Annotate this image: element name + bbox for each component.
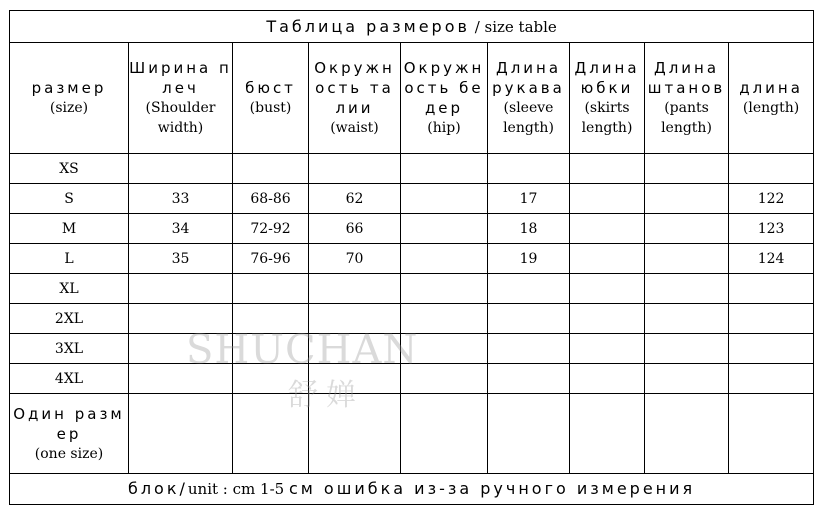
table-cell [570, 394, 645, 474]
table-cell [729, 184, 814, 214]
size-value: 4XL [54, 371, 84, 387]
table-cell [645, 184, 729, 214]
size-label [10, 214, 129, 244]
table-row [10, 274, 814, 304]
column-header-ru: Окружность талии [314, 59, 395, 117]
cell-value: 34 [171, 221, 190, 237]
table-cell [233, 214, 309, 244]
cell-value: 124 [757, 251, 785, 267]
table-cell [309, 244, 401, 274]
one-size-label [10, 394, 129, 474]
table-row [10, 334, 814, 364]
table-cell [570, 244, 645, 274]
table-footer [10, 474, 814, 505]
size-label [10, 334, 129, 364]
table-cell [645, 394, 729, 474]
size-label [10, 244, 129, 274]
table-cell [729, 214, 814, 244]
column-header-en: (sleeve length) [503, 100, 554, 136]
table-cell [729, 274, 814, 304]
cell-value: 68-86 [250, 191, 291, 207]
table-cell [129, 244, 233, 274]
table-cell [129, 334, 233, 364]
table-cell [729, 154, 814, 184]
column-header-ru: Ширина плеч [129, 59, 232, 97]
table-cell [570, 214, 645, 244]
cell-value: 62 [345, 191, 364, 207]
cell-value: 18 [519, 221, 538, 237]
column-header-ru: Окружность бедер [403, 59, 485, 117]
size-value: S [64, 191, 74, 207]
title-ru: Таблица размеров [266, 16, 470, 36]
table-row [10, 364, 814, 394]
column-header-ru: размер [31, 79, 107, 97]
table-cell [233, 244, 309, 274]
table-cell [309, 304, 401, 334]
table-cell [645, 364, 729, 394]
cell-value: 70 [345, 251, 364, 267]
table-cell [570, 274, 645, 304]
table-cell [729, 304, 814, 334]
table-cell [309, 274, 401, 304]
table-cell [233, 184, 309, 214]
column-header-ru: Длина рукава [492, 59, 565, 97]
table-cell [129, 394, 233, 474]
table-row [10, 184, 814, 214]
table-cell [488, 274, 570, 304]
table-cell [233, 304, 309, 334]
table-cell [645, 214, 729, 244]
column-header-ru: Длина юбки [574, 59, 640, 97]
table-cell [645, 304, 729, 334]
table-cell [729, 334, 814, 364]
table-cell [729, 394, 814, 474]
size-label [10, 274, 129, 304]
table-cell [488, 214, 570, 244]
table-cell [309, 394, 401, 474]
cell-value: 72-92 [250, 221, 291, 237]
column-header [645, 43, 729, 154]
table-cell [401, 274, 488, 304]
cell-value: 122 [757, 191, 785, 207]
size-label [10, 304, 129, 334]
column-header-en: (Shoulder width) [145, 100, 216, 136]
size-label [10, 364, 129, 394]
column-header-en: (bust) [249, 100, 292, 116]
size-label [10, 154, 129, 184]
table-cell [488, 244, 570, 274]
table-cell [645, 244, 729, 274]
table-cell [309, 154, 401, 184]
column-header-en: (size) [49, 100, 89, 116]
table-cell [129, 184, 233, 214]
table-cell [729, 244, 814, 274]
column-header-en: (length) [742, 100, 800, 116]
table-cell [401, 184, 488, 214]
table-cell [233, 394, 309, 474]
table-cell [729, 364, 814, 394]
footer-ru1: блок/ [127, 479, 188, 498]
table-cell [488, 184, 570, 214]
column-header-en: (pants length) [661, 100, 712, 136]
table-cell [309, 184, 401, 214]
footer-unit: unit : cm [187, 480, 256, 498]
table-title [10, 11, 814, 43]
table-cell [233, 154, 309, 184]
table-row [10, 214, 814, 244]
table-cell [233, 364, 309, 394]
one-size-en: (one size) [34, 445, 104, 462]
table-cell [488, 364, 570, 394]
table-cell [129, 364, 233, 394]
table-cell [488, 394, 570, 474]
table-cell [401, 334, 488, 364]
table-cell [570, 154, 645, 184]
size-value: 3XL [54, 341, 84, 357]
table-cell [401, 244, 488, 274]
cell-value: 33 [171, 191, 190, 207]
table-cell [645, 154, 729, 184]
table-cell [401, 154, 488, 184]
table-row [10, 154, 814, 184]
column-header [488, 43, 570, 154]
table-cell [570, 184, 645, 214]
column-header [129, 43, 233, 154]
size-value: L [64, 251, 74, 267]
table-cell [309, 214, 401, 244]
size-table [9, 10, 814, 505]
table-cell [129, 274, 233, 304]
column-header-en: (hip) [427, 120, 461, 136]
watermark-logo-cn: 舒婵 [288, 378, 364, 413]
watermark-logo: SHUCHAN [186, 327, 419, 373]
table-cell [401, 394, 488, 474]
table-cell [233, 274, 309, 304]
cell-value: 66 [345, 221, 364, 237]
cell-value: 35 [171, 251, 190, 267]
column-header-en: (waist) [330, 120, 379, 136]
size-value: 2XL [54, 311, 84, 327]
column-header-ru: Длина штанов [647, 59, 726, 97]
one-size-ru: Один размер [13, 404, 125, 443]
table-cell [129, 304, 233, 334]
cell-value: 76-96 [250, 251, 291, 267]
size-value: XL [59, 281, 79, 297]
column-header [401, 43, 488, 154]
table-cell [309, 334, 401, 364]
size-value: XS [59, 161, 79, 177]
header-row [10, 43, 814, 154]
title-en: / size table [469, 17, 557, 36]
column-header-ru: бюст [245, 79, 296, 97]
table-cell [488, 154, 570, 184]
table-cell [401, 364, 488, 394]
column-header [729, 43, 814, 154]
table-cell [645, 334, 729, 364]
table-cell [570, 334, 645, 364]
column-header-en: (skirts length) [581, 100, 633, 136]
table-cell [129, 214, 233, 244]
table-cell [401, 304, 488, 334]
table-cell [129, 154, 233, 184]
column-header [309, 43, 401, 154]
column-header-ru: длина [739, 79, 803, 97]
table-cell [570, 364, 645, 394]
column-header [570, 43, 645, 154]
cell-value: 17 [519, 191, 538, 207]
column-header [10, 43, 129, 154]
one-size-row [10, 394, 814, 474]
table-row [10, 244, 814, 274]
table-cell [233, 334, 309, 364]
footer-range: 1-5 [255, 480, 289, 498]
size-label [10, 184, 129, 214]
footer-ru2: см ошибка из-за ручного измерения [288, 479, 696, 498]
table-cell [645, 274, 729, 304]
table-cell [488, 334, 570, 364]
table-row [10, 304, 814, 334]
column-header [233, 43, 309, 154]
table-cell [309, 364, 401, 394]
size-value: M [61, 221, 77, 237]
cell-value: 123 [757, 221, 785, 237]
table-cell [401, 214, 488, 244]
cell-value: 19 [519, 251, 538, 267]
table-cell [570, 304, 645, 334]
table-cell [488, 304, 570, 334]
